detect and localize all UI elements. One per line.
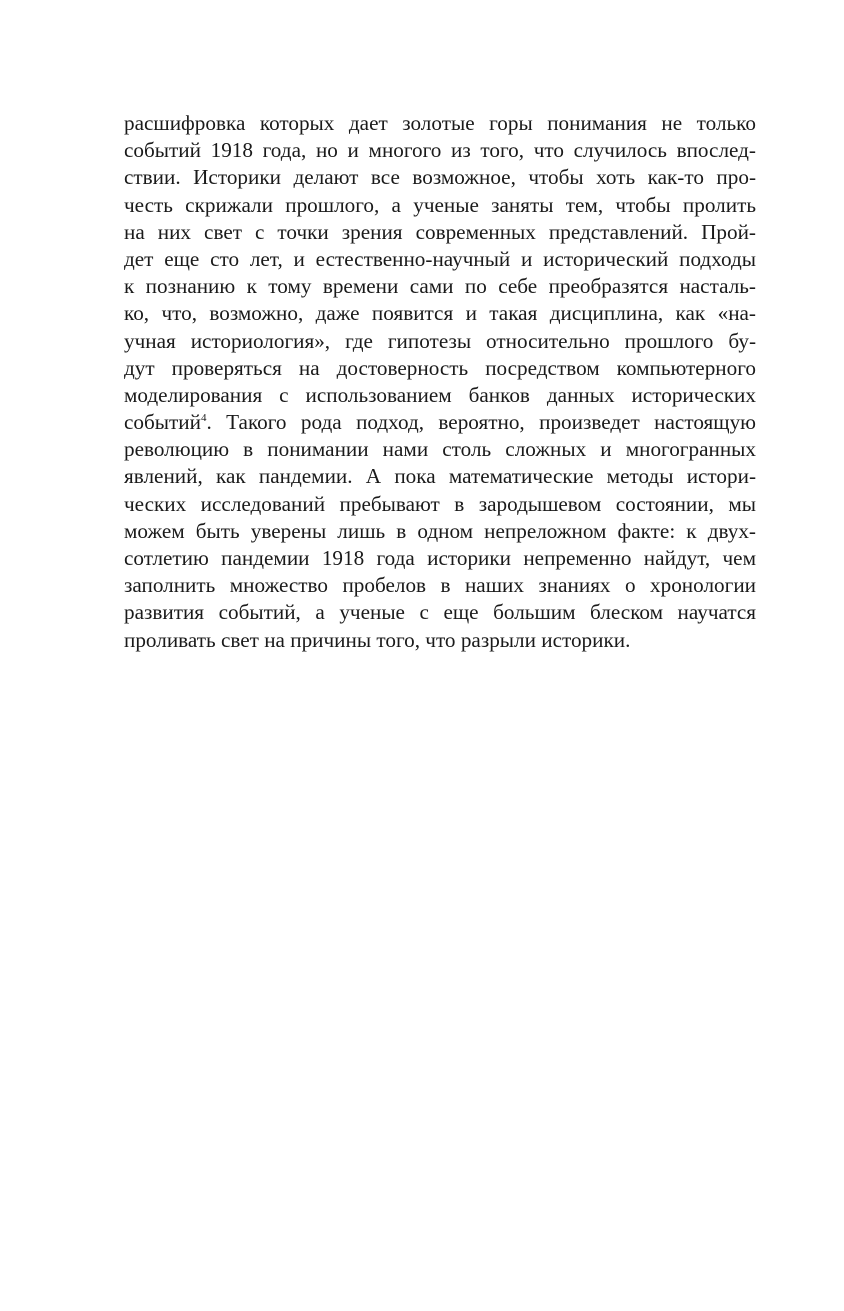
text-line: расшифровка которых дает золотые горы понимания не только	[124, 111, 756, 135]
text-line: событий 1918 года, но и многого из того, что случилось впослед-	[124, 138, 756, 163]
text-line: ко, что, возможно, даже появится и такая дисциплина, как «на-	[124, 301, 756, 326]
text-line: революцию в понимании нами столь сложных и многогранных	[124, 437, 756, 462]
text-line: сотлетию пандемии 1918 года историки непременно найдут, чем	[124, 546, 756, 570]
text-line: развития событий, а ученые с еще большим блеском научатся	[124, 600, 756, 625]
text-line: ческих исследований пребывают в зародышевом состоянии, мы	[124, 491, 756, 516]
text-line: дут проверяться на достоверность посредством компьютерного	[124, 355, 756, 380]
text-line: явлений, как пандемии. А пока математические методы истори-	[124, 464, 756, 489]
text-line-final: проливать свет на причины того, что разрыли историки.	[124, 627, 631, 652]
text-line: учная историология», где гипотезы относительно прошлого бу-	[124, 328, 756, 353]
footnote-line-start: событий	[124, 410, 201, 435]
footnote-line-end: . Такого рода подход, вероятно, произведет настоящую	[206, 410, 756, 435]
text-line: на них свет с точки зрения современных представлений. Прой-	[124, 219, 756, 244]
text-line: ствии. Историки делают все возможное, чтобы хоть как-то про-	[124, 165, 756, 190]
footnote-reference[interactable]: 4	[200, 412, 207, 424]
text-line: дет еще сто лет, и естественно-научный и исторический подходы	[124, 246, 756, 271]
text-line: можем быть уверены лишь в одном непреложном факте: к двух-	[124, 518, 756, 543]
text-line: моделирования с использованием банков данных исторических	[124, 382, 756, 407]
text-line: заполнить множество пробелов в наших знаниях о хронологии	[124, 573, 756, 598]
text-line: честь скрижали прошлого, а ученые заняты тем, чтобы пролить	[124, 192, 756, 217]
text-line: к познанию к тому времени сами по себе преобразятся насталь-	[124, 274, 756, 299]
text-line-with-footnote	[124, 409, 756, 436]
body-paragraph	[124, 110, 756, 654]
